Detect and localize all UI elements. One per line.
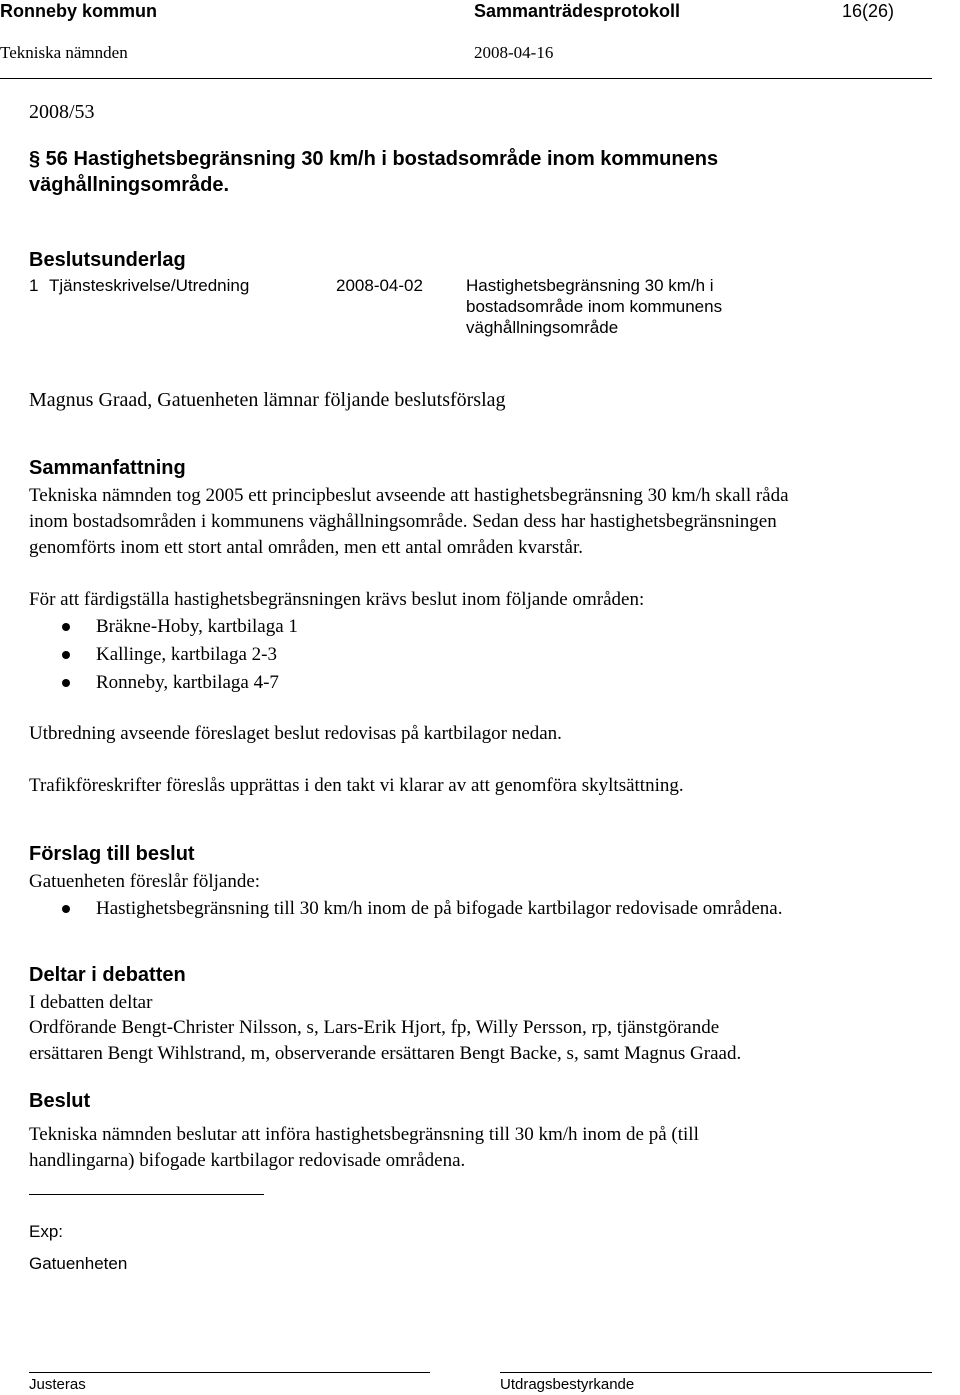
- bullet-icon: [62, 905, 70, 913]
- header-committee: Tekniska nämnden: [0, 43, 128, 62]
- proposer-line: Magnus Graad, Gatuenheten lämnar följande beslutsförslag: [29, 389, 506, 411]
- exp-label: Exp:: [29, 1222, 64, 1241]
- beslutsunderlag-num: 1: [29, 276, 39, 295]
- beslut-line-1: Tekniska nämnden beslutar att införa hastighetsbegränsning till 30 km/h inom de på (till: [29, 1124, 699, 1145]
- beslutsunderlag-type: Tjänsteskrivelse/Utredning: [49, 276, 250, 295]
- sammanfattning-para-3: Trafikföreskrifter föreslås upprättas i den takt vi klarar av att genomföra skyltsättning.: [29, 775, 684, 796]
- bullet-icon: [62, 651, 70, 659]
- bullet-icon: [62, 623, 70, 631]
- sammanfattning-line-1: Tekniska nämnden tog 2005 ett principbeslut avseende att hastighetsbegränsning 30 km/h skall råda: [29, 485, 789, 506]
- footer-rule-left: [29, 1372, 430, 1373]
- beslut-heading: Beslut: [29, 1090, 91, 1112]
- beslutsunderlag-date: 2008-04-02: [336, 276, 423, 295]
- beslutsunderlag-heading: Beslutsunderlag: [29, 249, 186, 271]
- forslag-heading: Förslag till beslut: [29, 843, 195, 865]
- forslag-intro: Gatuenheten föreslår följande:: [29, 871, 261, 892]
- header-rule: [0, 78, 932, 79]
- bullet-icon: [62, 679, 70, 687]
- section-title: [29, 148, 718, 171]
- debatt-heading: Deltar i debatten: [29, 964, 186, 986]
- header-page-number: 16(26): [842, 1, 895, 21]
- sammanfattning-line-3: genomförts inom ett stort antal områden, men ett antal områden kvarstår.: [29, 537, 584, 558]
- exp-recipient: Gatuenheten: [29, 1254, 128, 1273]
- header-doc-type: Sammanträdesprotokoll: [474, 1, 681, 21]
- debatt-line-1: Ordförande Bengt-Christer Nilsson, s, Lars-Erik Hjort, fp, Willy Persson, rp, tjänstgörande: [29, 1017, 720, 1038]
- footer-justeras: Justeras: [29, 1376, 86, 1393]
- beslutsunderlag-desc-3: väghållningsområde: [466, 318, 619, 337]
- area-item-2: Kallinge, kartbilaga 2-3: [96, 644, 277, 665]
- sammanfattning-heading: Sammanfattning: [29, 457, 186, 479]
- debatt-intro: I debatten deltar: [29, 992, 153, 1013]
- beslut-line-2: handlingarna) bifogade kartbilagor redovisade områdena.: [29, 1150, 466, 1171]
- section-mark: § 56: [29, 148, 68, 170]
- footer-rule-right: [500, 1372, 932, 1373]
- sammanfattning-para-2: Utbredning avseende föreslaget beslut redovisas på kartbilagor nedan.: [29, 723, 562, 744]
- area-item-3: Ronneby, kartbilaga 4-7: [96, 672, 279, 693]
- case-number: 2008/53: [29, 101, 95, 123]
- header-date: 2008-04-16: [474, 43, 554, 62]
- beslutsunderlag-desc-1: Hastighetsbegränsning 30 km/h i: [466, 276, 714, 295]
- areas-intro: För att färdigställa hastighetsbegränsningen krävs beslut inom följande områden:: [29, 589, 645, 610]
- forslag-item: Hastighetsbegränsning till 30 km/h inom de på bifogade kartbilagor redovisade områdena.: [96, 898, 783, 919]
- beslutsunderlag-desc-2: bostadsområde inom kommunens: [466, 297, 723, 316]
- section-title-line2: väghållningsområde.: [29, 174, 230, 196]
- area-item-1: Bräkne-Hoby, kartbilaga 1: [96, 616, 298, 637]
- sammanfattning-line-2: inom bostadsområden i kommunens väghållningsområde. Sedan dess har hastighetsbegränsningen: [29, 511, 777, 532]
- section-title-line1: Hastighetsbegränsning 30 km/h i bostadsområde inom kommunens: [73, 148, 719, 170]
- debatt-line-2: ersättaren Bengt Wihlstrand, m, observerande ersättaren Bengt Backe, s, samt Magnus Graad.: [29, 1043, 742, 1064]
- separator-rule: [29, 1194, 264, 1195]
- header-org: Ronneby kommun: [0, 1, 158, 21]
- footer-utdragsbestyrkande: Utdragsbestyrkande: [500, 1376, 635, 1393]
